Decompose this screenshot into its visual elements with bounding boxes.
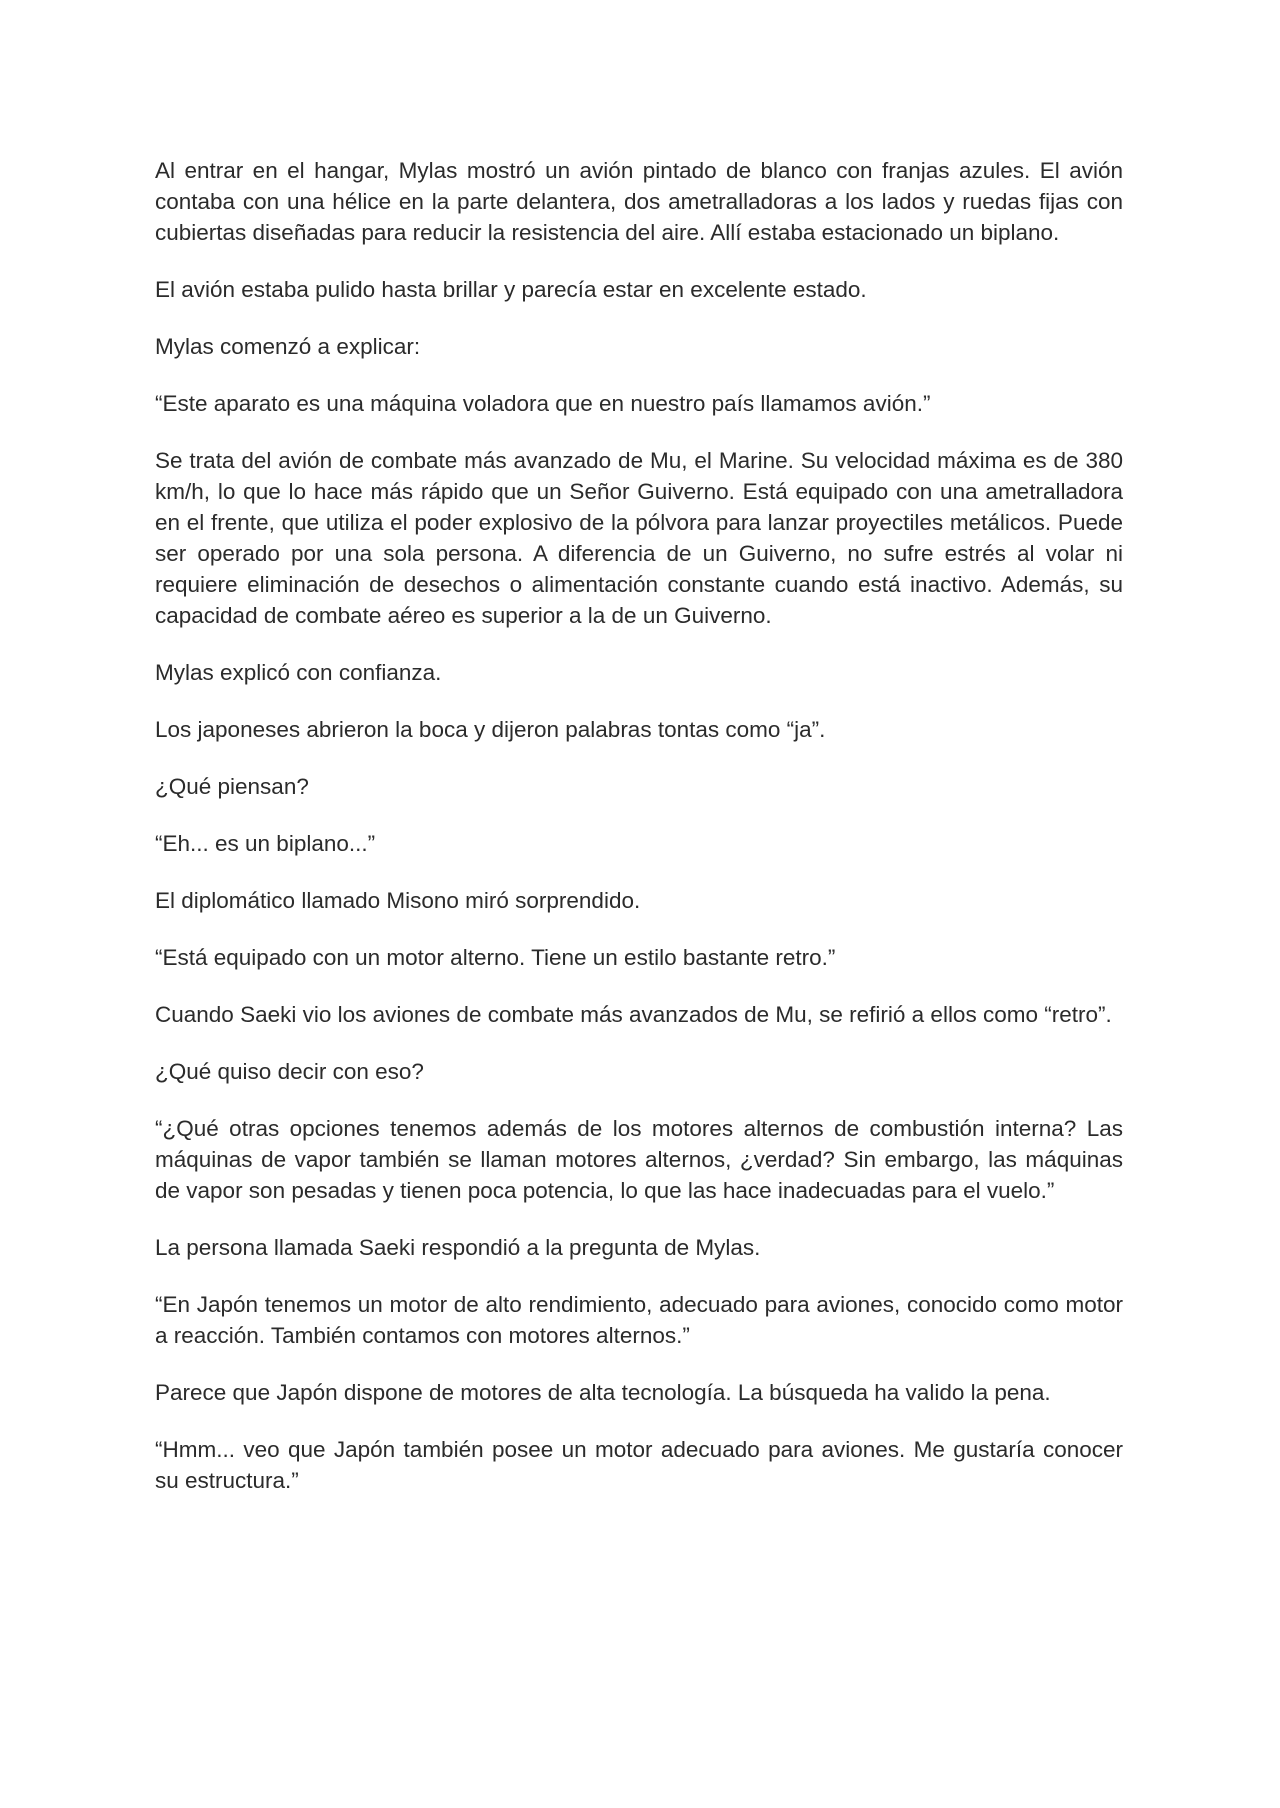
paragraph: Parece que Japón dispone de motores de alta tecnología. La búsqueda ha valido la pena. <box>155 1380 1051 1405</box>
paragraph: ¿Qué quiso decir con eso? <box>155 1059 424 1084</box>
paragraph: Cuando Saeki vio los aviones de combate más avanzados de Mu, se refirió a ellos como “retro”. <box>155 1002 1112 1027</box>
paragraph: “Hmm... veo que Japón también posee un motor adecuado para aviones. Me gustaría conocer su estructura.” <box>155 1437 1123 1493</box>
paragraph: Mylas comenzó a explicar: <box>155 334 421 359</box>
paragraph: “Eh... es un biplano...” <box>155 831 376 856</box>
paragraph: Mylas explicó con confianza. <box>155 660 442 685</box>
paragraph: El diplomático llamado Misono miró sorprendido. <box>155 888 641 913</box>
paragraph: El avión estaba pulido hasta brillar y parecía estar en excelente estado. <box>155 277 867 302</box>
document-page <box>155 155 1123 1522</box>
paragraph: Se trata del avión de combate más avanzado de Mu, el Marine. Su velocidad máxima es de 380 km/h, lo que lo hace más rápido que un Señor Guiverno. Está equipado con una ametralladora en el frente, que utiliza el poder explosivo de la pólvora para lanzar proyectiles metálicos. Puede ser operado por una sola persona. A diferencia de un Guiverno, no sufre estrés al volar ni requiere eliminación de desechos o alimentación constante cuando está inactivo. Además, su capacidad de combate aéreo es superior a la de un Guiverno. <box>155 448 1123 628</box>
paragraph: Los japoneses abrieron la boca y dijeron palabras tontas como “ja”. <box>155 717 826 742</box>
paragraph: “Está equipado con un motor alterno. Tiene un estilo bastante retro.” <box>155 945 836 970</box>
paragraph: “Este aparato es una máquina voladora que en nuestro país llamamos avión.” <box>155 391 931 416</box>
paragraph: “En Japón tenemos un motor de alto rendimiento, adecuado para aviones, conocido como motor a reacción. También contamos con motores alternos.” <box>155 1292 1123 1348</box>
paragraph: ¿Qué piensan? <box>155 774 309 799</box>
paragraph: Al entrar en el hangar, Mylas mostró un avión pintado de blanco con franjas azules. El avión contaba con una hélice en la parte delantera, dos ametralladoras a los lados y ruedas fijas con cubiertas diseñadas para reducir la resistencia del aire. Allí estaba estacionado un biplano. <box>155 158 1123 245</box>
paragraph: La persona llamada Saeki respondió a la pregunta de Mylas. <box>155 1235 761 1260</box>
paragraph: “¿Qué otras opciones tenemos además de los motores alternos de combustión interna? Las máquinas de vapor también se llaman motores alternos, ¿verdad? Sin embargo, las máquinas de vapor son pesadas y tienen poca potencia, lo que las hace inadecuadas para el vuelo.” <box>155 1116 1123 1203</box>
